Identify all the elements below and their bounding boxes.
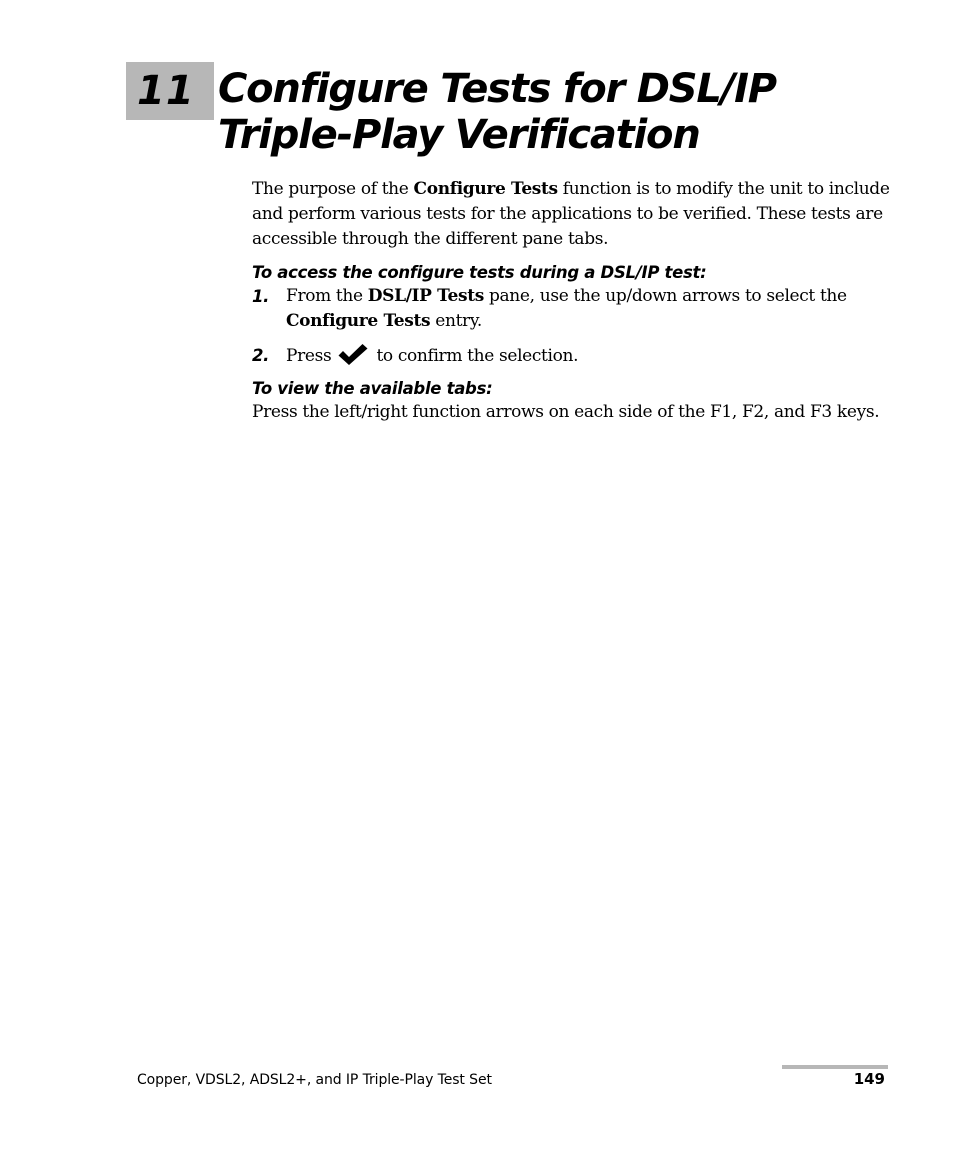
- intro-paragraph: [252, 177, 892, 252]
- step-text: From the: [286, 286, 368, 306]
- step-bold-term: DSL/IP Tests: [367, 286, 484, 306]
- chapter-content: [252, 177, 892, 425]
- step-text: pane, use the up/down arrows to select the: [483, 286, 847, 306]
- procedure-heading-tabs: To view the available tabs:: [252, 379, 493, 398]
- step-text: entry.: [430, 311, 482, 331]
- intro-text-after: function is to modify the unit to include and perform various tests for the applications to be verified. These tests are accessible through the different pane tabs.: [252, 179, 890, 249]
- chapter-title: [218, 66, 776, 158]
- chapter-number: 11: [137, 68, 195, 114]
- step-text: Press: [286, 346, 332, 366]
- intro-bold-term: Configure Tests: [413, 179, 558, 199]
- chapter-title-line-1: Configure Tests for DSL/IP: [218, 66, 776, 112]
- step-text: to confirm the selection.: [376, 346, 579, 366]
- tabs-instruction: Press the left/right function arrows on each side of the F1, F2, and F3 keys.: [252, 402, 880, 422]
- intro-text-before: The purpose of the: [252, 179, 414, 199]
- footer-document-title: Copper, VDSL2, ADSL2+, and IP Triple-Play Test Set: [137, 1072, 492, 1088]
- page-number: 149: [853, 1070, 885, 1088]
- procedure-step-2: [252, 343, 892, 369]
- step-number: 1.: [252, 287, 270, 306]
- procedure-steps: [252, 284, 892, 369]
- step-number: 2.: [252, 346, 270, 365]
- procedure-step-1: [252, 284, 892, 334]
- checkmark-icon: [337, 343, 369, 365]
- chapter-title-line-2: Triple-Play Verification: [218, 112, 700, 158]
- procedure-heading-access: To access the configure tests during a DSL/IP test:: [252, 263, 707, 282]
- step-bold-term: Configure Tests: [286, 311, 431, 331]
